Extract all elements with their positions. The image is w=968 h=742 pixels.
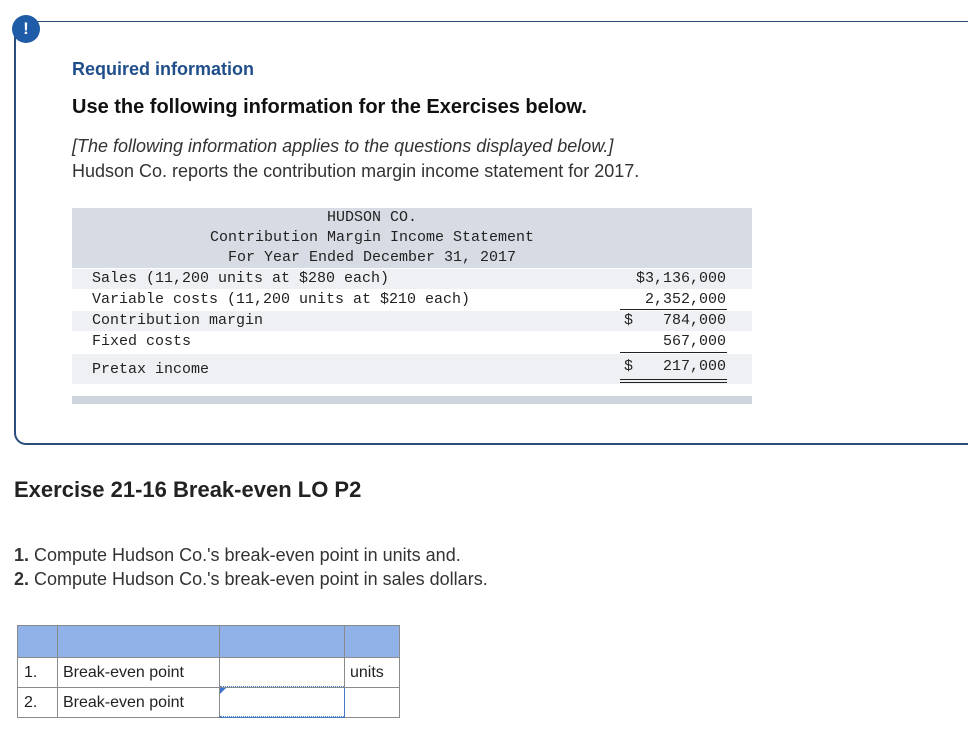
unit-label: units bbox=[345, 658, 400, 688]
break-even-sales-input[interactable] bbox=[220, 688, 344, 717]
statement-header bbox=[72, 208, 752, 268]
table-row bbox=[18, 658, 400, 688]
question-2-number: 2. bbox=[14, 569, 30, 589]
statement-row-contribution-margin: Contribution margin $ 784,000 bbox=[72, 311, 752, 331]
answer-table-header bbox=[18, 626, 400, 658]
info-description: Hudson Co. reports the contribution margin income statement for 2017. bbox=[72, 161, 640, 181]
table-row bbox=[18, 688, 400, 718]
subtotal-rule bbox=[620, 309, 727, 310]
question-1 bbox=[14, 545, 461, 566]
subtotal-rule bbox=[620, 352, 727, 353]
income-statement bbox=[72, 208, 752, 404]
statement-row-variable-costs: Variable costs (11,200 units at $210 each) 2,352,000 bbox=[92, 291, 726, 308]
statement-period: For Year Ended December 31, 2017 bbox=[227, 249, 517, 266]
question-2 bbox=[14, 569, 488, 590]
statement-row-fixed-costs: Fixed costs 567,000 bbox=[92, 333, 726, 350]
double-rule bbox=[620, 382, 727, 383]
statement-row-sales: Sales (11,200 units at $280 each) $3,136,000 bbox=[72, 269, 752, 289]
alert-icon: ! bbox=[12, 15, 40, 43]
question-2-text: Compute Hudson Co.'s break-even point in sales dollars. bbox=[29, 569, 488, 589]
unit-label bbox=[345, 688, 400, 718]
row-number: 2. bbox=[18, 688, 58, 718]
statement-title: Contribution Margin Income Statement bbox=[209, 229, 535, 246]
statement-company: HUDSON CO. bbox=[326, 209, 417, 226]
question-1-number: 1. bbox=[14, 545, 30, 565]
info-note: [The following information applies to the questions displayed below.] bbox=[72, 136, 614, 156]
row-number: 1. bbox=[18, 658, 58, 688]
exercise-title: Exercise 21-16 Break-even LO P2 bbox=[14, 477, 362, 502]
statement-row-pretax-income: Pretax income $ 217,000 bbox=[72, 354, 752, 384]
statement-footer-bar bbox=[72, 396, 752, 404]
info-heading: Use the following information for the Exercises below. bbox=[72, 96, 587, 118]
row-label: Break-even point bbox=[58, 658, 220, 688]
break-even-units-input[interactable] bbox=[220, 658, 344, 687]
question-1-text: Compute Hudson Co.'s break-even point in units and. bbox=[29, 545, 461, 565]
row-label: Break-even point bbox=[58, 688, 220, 718]
double-rule bbox=[620, 379, 727, 380]
required-info-title: Required information bbox=[72, 59, 255, 79]
answer-table bbox=[17, 625, 400, 718]
